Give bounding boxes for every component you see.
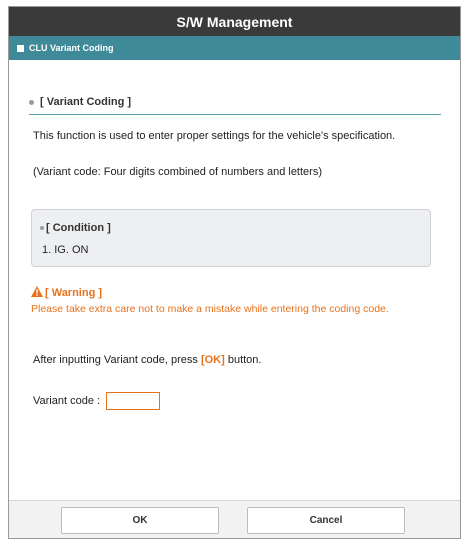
description-line-2: (Variant code: Four digits combined of numbers and letters) — [33, 166, 322, 178]
bullet-icon — [29, 100, 34, 105]
section-heading-text: [ Variant Coding ] — [40, 96, 132, 108]
instruction-suffix: button. — [224, 354, 262, 366]
instruction-ok: [OK] — [200, 354, 225, 366]
ok-button[interactable]: OK — [61, 507, 219, 534]
sub-header-label: CLU Variant Coding — [29, 43, 114, 53]
window-title: S/W Management — [176, 13, 293, 30]
variant-code-row — [33, 392, 160, 410]
cancel-button[interactable]: Cancel — [247, 507, 405, 534]
square-icon — [17, 45, 24, 52]
instruction-text — [33, 354, 261, 366]
sw-management-window — [8, 6, 461, 539]
variant-code-label: Variant code : — [33, 395, 101, 407]
condition-box — [31, 209, 431, 267]
content-area — [9, 60, 460, 502]
instruction-prefix: After inputting Variant code, press — [33, 354, 201, 366]
variant-code-input[interactable] — [106, 392, 160, 410]
warning-heading — [31, 286, 102, 300]
condition-title-text: [ Condition ] — [46, 222, 111, 234]
title-bar — [9, 7, 460, 36]
condition-title — [40, 222, 111, 234]
bullet-icon — [40, 226, 44, 230]
condition-item: 1. IG. ON — [42, 244, 89, 256]
button-bar — [9, 500, 460, 538]
warning-icon — [31, 286, 43, 300]
section-heading — [29, 90, 441, 115]
warning-title: [ Warning ] — [45, 287, 103, 299]
sub-header-bar — [9, 36, 460, 60]
description-line-1: This function is used to enter proper settings for the vehicle's specification. — [33, 130, 396, 142]
warning-text: Please take extra care not to make a mistake while entering the coding code. — [31, 303, 389, 315]
